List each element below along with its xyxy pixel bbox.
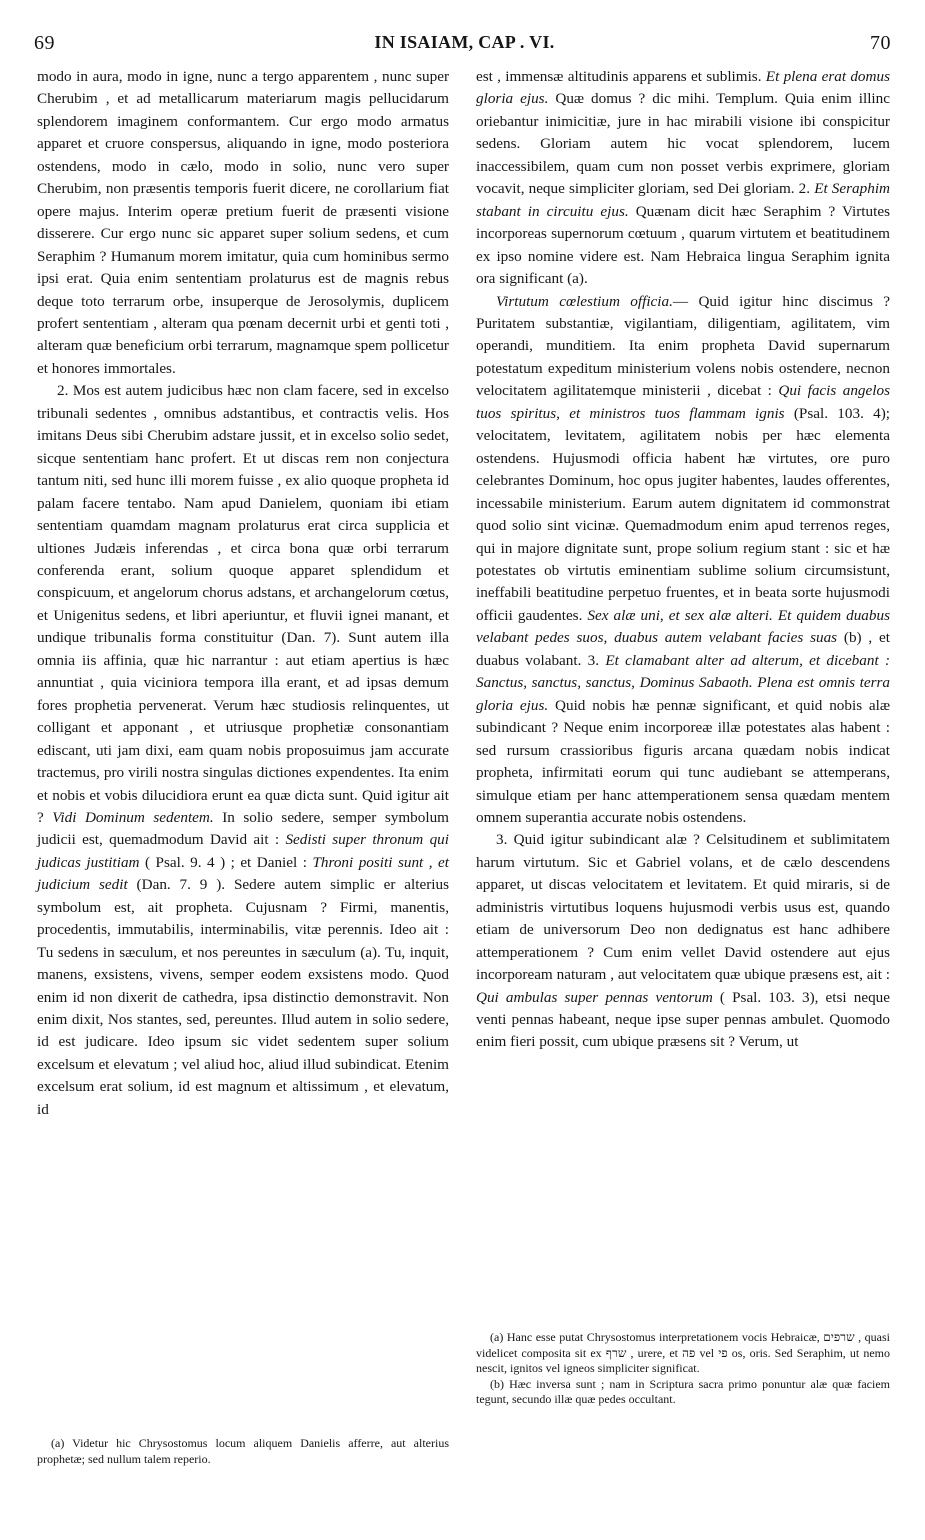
paragraph	[476, 291, 890, 830]
footnotes-right	[476, 1330, 890, 1408]
scripture-quote: Qui facis angelos tuos spiritus, et ministros tuos flammam ignis	[476, 382, 890, 422]
paragraph-text: Quænam dicit hæc Seraphim ? Virtutes incorporeas supernorum cœtuum , quarum virtutem et beatitudinem ex ipso nomine videre est. Nam Hebraica lingua Seraphim ignita ora significant (a).	[476, 202, 890, 288]
page-number-right: 70	[870, 32, 891, 54]
paragraph-text: modo in aura, modo in igne, nunc a tergo apparentem , nunc super Cherubim , et ad metallicarum materiarum magis pellucidarum splendorem imaginem conformantem. Cur ergo modo armatus apparet et cruore conspersus, aliquando in igne, modo posteriora ostendens, modo in cælo, modo in solio, nunc vero super Cherubim, non præsentis temporis fuerit dicere, ne corollarium fiat opere majus. Interim operæ pretium fuerit de præsenti visione disserere. Cur ergo nunc sic apparet super solium sedens, et cum Seraphim ? Humanum morem imitatur, quia cum hominibus sermo ipsi erat. Quia enim sententiam prolaturus est de magnis rebus deque toto terrarum orbe, insuperque de Jerosolymis, duplicem profert sententiam , alteram qua pœnam decernit urbi et genti toti , alteram quæ beneficium orbi terrarum, magnamque spem pollicetur et honores immortales.	[37, 68, 449, 377]
scripture-quote: Qui ambulas super pennas ventorum	[476, 988, 713, 1006]
right-column	[476, 66, 890, 1054]
scripture-quote: Throni positi sunt , et judicium sedit	[37, 853, 449, 894]
page-number-left: 69	[34, 32, 55, 54]
paragraph-text: ( Psal. 103. 3), etsi neque venti pennas habeant, neque ipse super pennas ambulet. Quomodo enim fieri possit, cum ubique præsens sit ? Verum, ut	[476, 988, 890, 1051]
paragraph-text: 2. Mos est autem judicibus hæc non clam facere, sed in excelso tribunali sedentes , omnibus adstantibus, et contractis velis. Hos imitans Deus sibi Cherubim adstare jussit, et in excelso solio sedet, sicque sententiam hanc profert. Et ut discas rem non conjectura tantum niti, sed hunc illi morem fuisse , ex alio quoque propheta id palam facere tentabo. Nam apud Danielem, quoniam ibi etiam sententiam quamdam magnam prolaturus erat circa supplicia et ultiones Judæis inferendas , et circa bona quæ orbi terrarum conferenda erant, solium quoque apparet splendidum et conspicuum, et angelorum chorus adstans, et archangelorum cœtus, et Unigenitus sedens, et libri aperiuntur, et fluvii ignei manant, et undique tribunalis forma constituitur (Dan. 7). Sunt autem illa omnia iis affinia, quæ hic narrantur : aut etiam apertius is hæc annuntiat , quia viciniora tempora illa erant, et ad ipsas demum fores prophetia pervenerat. Verum hæc studiosis relinquentes, ut colligant et apponant , et utriusque prophetiæ consonantiam ediscant, uti jam dixi, eam quam nobis proposuimus jam accurate tractemus, pro virili nostra singulas dictiones expendentes. Ita enim et nobis et vobis dilucidiora erunt ea quæ dicta sunt. Quid igitur ait ?	[37, 382, 449, 826]
section-heading: Virtutum cœlestium officia.	[496, 292, 673, 310]
paragraph-text: ( Psal. 9. 4 ) ; et Daniel :	[145, 853, 307, 871]
footnote: (a) Videtur hic Chrysostomus locum aliquem Danielis afferre, aut alterius prophetæ; sed nullum talem reperio.	[37, 1436, 449, 1466]
scripture-quote: Sex alæ uni, et sex alæ alteri. Et quidem duabus velabant pedes suos, duabus autem velabant facies suas	[476, 606, 890, 647]
paragraph-text: (Dan. 7. 9 ). Sedere autem simplic er alterius symbolum est, ait propheta. Cujusnam ? Firmi, manentis, procedentis, immutabilis, interminabilis, vitæ perennis. Ideo ait : Tu sedens in sæculum, et nos pereuntes in sæculum (a). Tu, inquit, manens, exsistens, vivens, semper eodem exsistens modo. Quod enim id non dixerit de cathedra, ipsa distinctio demonstravit. Non enim dixit, Nos stantes, sed, pereuntes. Illud autem in solio sedere, id est judicare. Ideo ipsum sic videt sedentem super solium excelsum et elevatum ; vel aliud hoc, aliud illud subindicat. Etenim excelsum erat solium, id est magnum et altissimum , et elevatum, id	[37, 876, 449, 1118]
footnotes-left	[37, 1436, 449, 1467]
left-column	[37, 66, 449, 1121]
paragraph-text: (b) , et duabus volabant. 3.	[476, 629, 890, 669]
paragraph-text: est , immensæ altitudinis apparens et sublimis.	[476, 68, 762, 85]
paragraph	[476, 829, 890, 1054]
scripture-quote: Et plena erat domus gloria ejus.	[476, 68, 890, 108]
paragraph-text: (Psal. 103. 4); velocitatem, levitatem, agilitatem nobis per hæc elementa ostendens. Hujusmodi officia habent hæ virtutes, ore puro celebrantes Dominum, hoc opus jugiter habentes, laudes offerentes, incessabile ministerium. Earum autem dignitatem id commonstrat quod solio sint vicinæ. Quemadmodum enim apud terrenos reges, qui in majore dignitate sunt, prope solium regium stant : sic et hæ potestates ob virtutis eminentiam sublime solium circumsistunt, ineffabili beatitudine perpetuo fruentes, et in beata sorte hujusmodi officii gaudentes.	[476, 404, 891, 624]
running-header	[28, 22, 901, 54]
footnote: (b) Hæc inversa sunt ; nam in Scriptura sacra primo ponuntur alæ quæ faciem tegunt, secundo illæ quæ pedes occultant.	[476, 1376, 890, 1406]
paragraph-text: Quæ domus ? dic mihi. Templum. Quia enim illinc oriebantur inimicitiæ, jure in hac mirabili visione ibi conspicitur sedens. Gloriam autem hic vocat splendorem, lucem inaccessibilem, quam cum non posset verbis exprimere, gloriam vocavit, neque simpliciter gloriam, sed Dei gloriam. 2.	[476, 90, 890, 198]
paragraph-text: 3. Quid igitur subindicant alæ ? Celsitudinem et sublimitatem harum virtutum. Sic et Gabriel volans, et de cælo descendens apparet, ut discas velocitatem et levitatem. Et quid miraris, si de administris virtutibus loquens hujusmodi verbis usus est, quando etiam de universorum Deo non dedignatus est hanc adhibere attemperationem ? Cum enim vellet David ostendere aut ejus incorpoream naturam , aut velocitatem quæ ubique præsens est, ait :	[476, 831, 890, 984]
paragraph	[37, 66, 449, 380]
scripture-quote: Sedisti super thronum qui judicas justitiam	[37, 831, 449, 871]
scripture-quote: Et Seraphim stabant in circuitu ejus.	[476, 180, 891, 220]
paragraph-text: In solio sedere, semper symbolum judicii est, quemadmodum David ait :	[37, 808, 450, 849]
paragraph-text: — Quid igitur hinc discimus ? Puritatem substantiæ, vigilantiam, diligentiam, agilitatem, vim operandi, munditiem. Ita enim propheta David supernarum potestatum expeditum ministerium volens nobis ostendere, necnon velocitatem agilitatemque ministerii , dicebat :	[476, 292, 890, 400]
paragraph	[37, 380, 449, 1121]
scripture-quote: Vidi Dominum sedentem.	[52, 808, 214, 826]
scripture-quote: Et clamabant alter ad alterum, et dicebant : Sanctus, sanctus, sanctus, Dominus Sabaoth. Plena est omnis terra gloria ejus.	[476, 651, 891, 714]
paragraph-text: Quid nobis hæ pennæ significant, et quid nobis alæ subindicant ? Neque enim incorporeæ illæ potestates alas habent : sed rursum crassioribus figuris arcana quædam nobis indicat propheta, infirmitati eorum qui tunc audiebant se attemperans, simulque etiam per hanc attemperationem sensa quædam mentem omnem superantia accurate nobis ostendens.	[476, 696, 890, 826]
footnote: (a) Hanc esse putat Chrysostomus interpretationem vocis Hebraicæ, שרפים , quasi videlicet composita sit ex שרף , urere, et פה vel פי os, oris. Sed Seraphim, ut nemo nescit, ignitos vel igneos simpliciter significat.	[476, 1330, 890, 1375]
paragraph	[476, 66, 890, 291]
running-title: IN ISAIAM, CAP . VI.	[374, 32, 555, 52]
